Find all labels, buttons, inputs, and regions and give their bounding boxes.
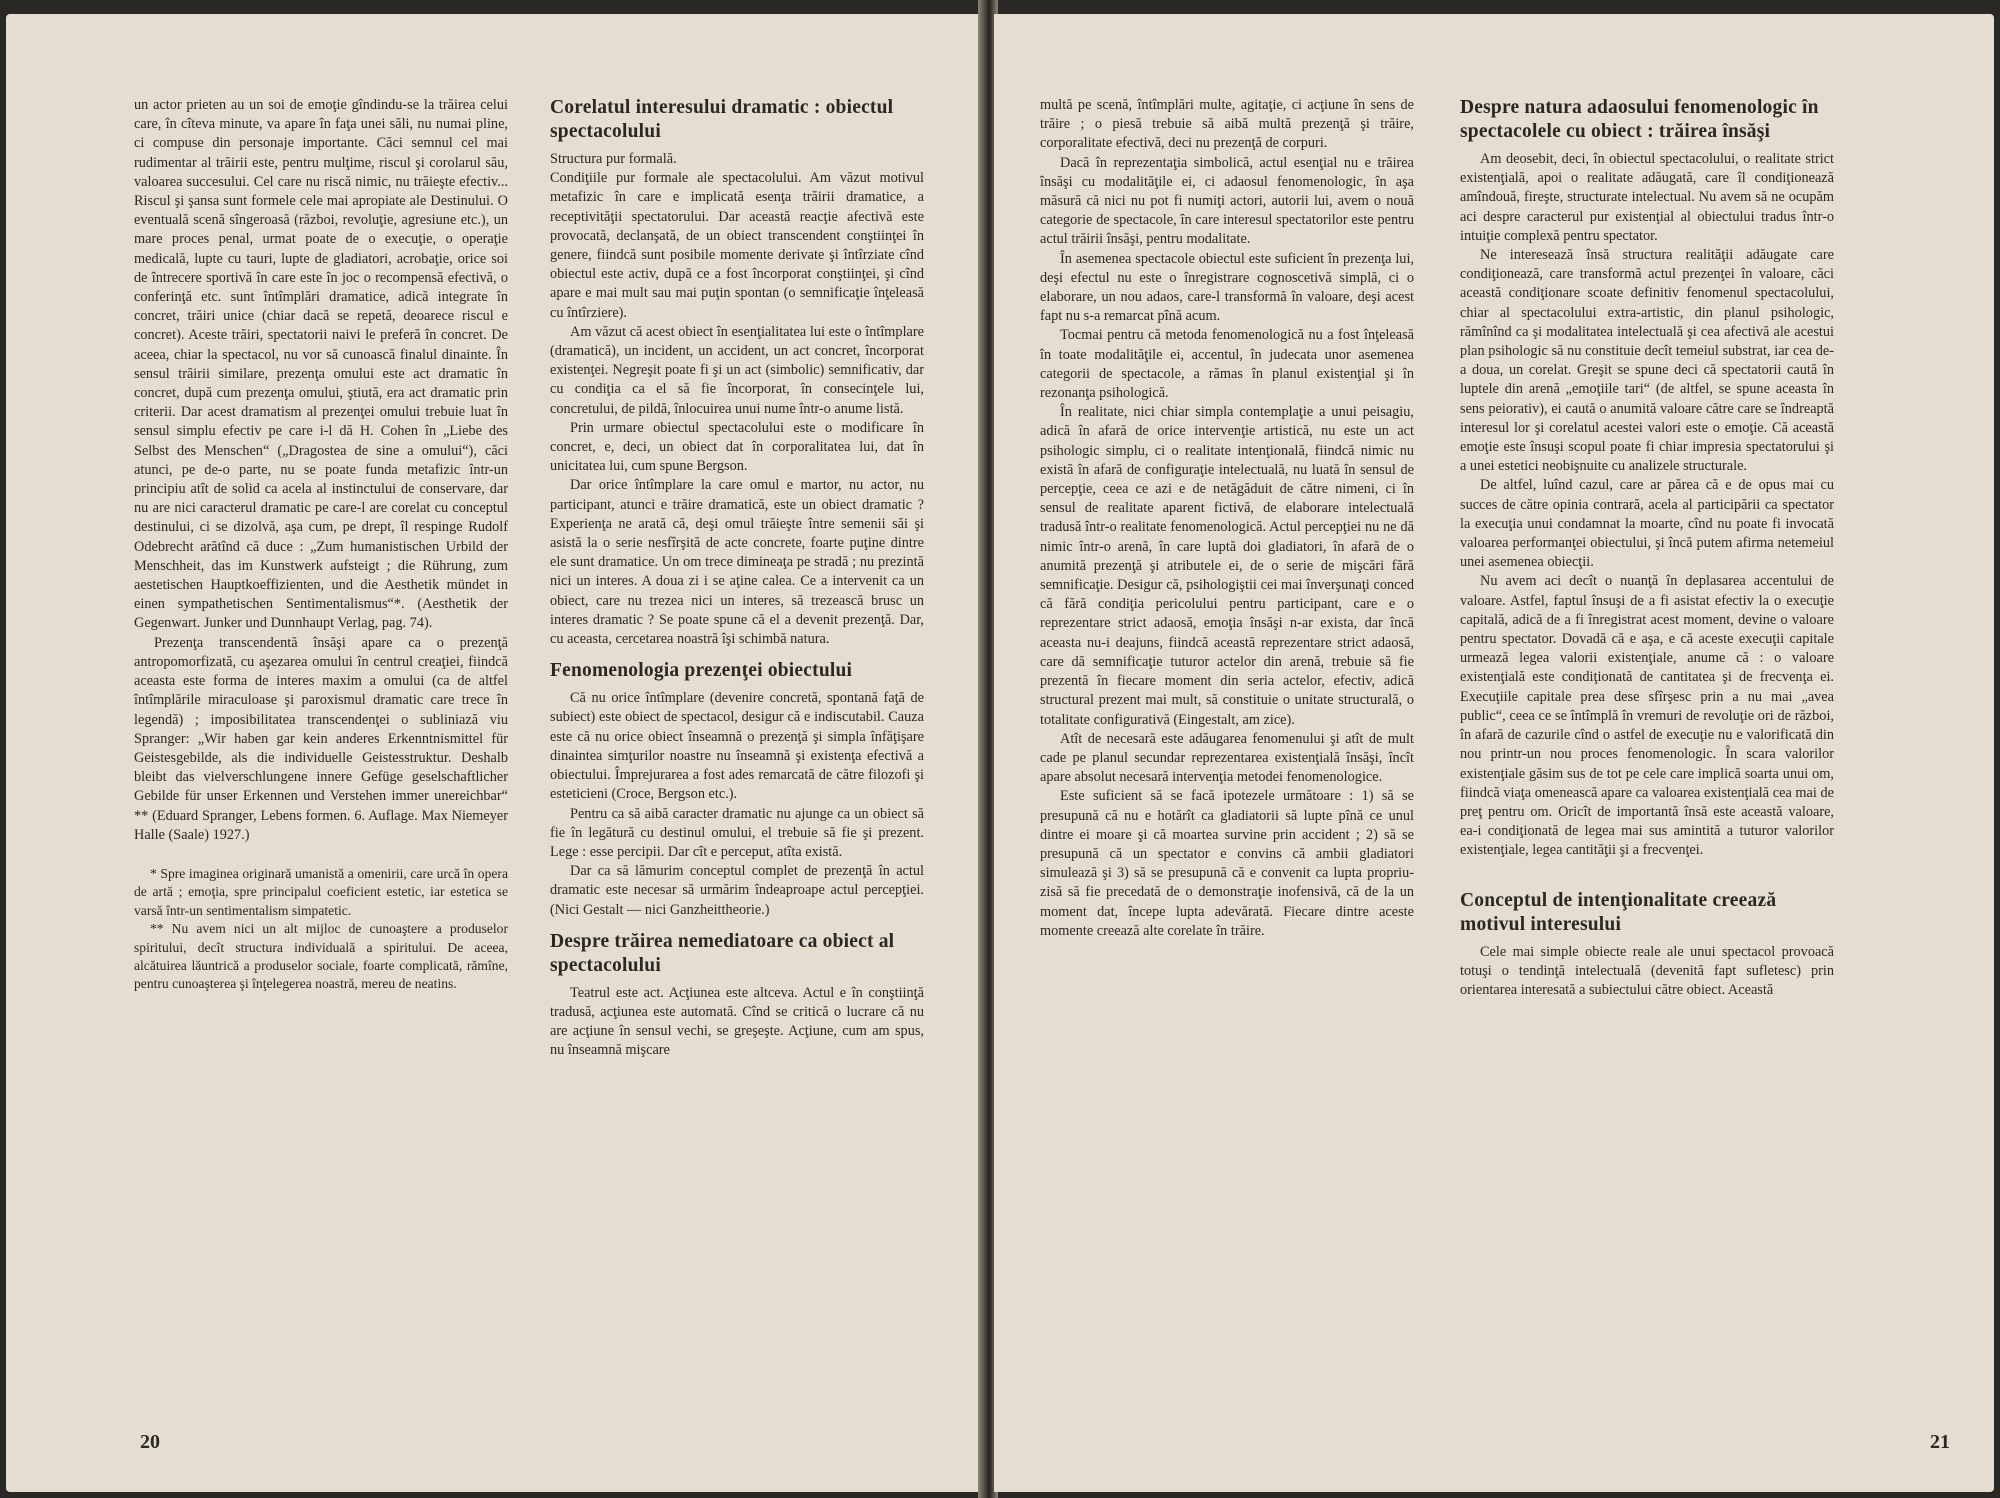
paragraph: un actor prieten au un soi de emoţie gîndindu-se la trăirea celui care, în cîteva minute, va apare în faţa unei săli, nu numai pline, ci compuse din personaje importante. Căci semnul cel mai rudimentar al trăirii este, pentru mulţime, riscul şi corolarul său, valoarea succesului. Cel care nu riscă nimic, nu trăieşte efectiv... Riscul şi şansa sunt formele cele mai apropiate ale Destinului. O eventuală scenă sîngeroasă (război, revoluţie, agresiune etc.), un mare proces penal, urmat poate de o execuţie, o operaţie medicală, lupte cu tauri, lupte de gladiatori, acrobaţie, orice soi de întrecere sportivă în care este în joc o recompensă efectivă, o conferinţă etc. sunt întîmplări dramatice, adică integrate în concret, trăiri unice (chiar dacă se repetă, deoarece riscul e concret). Aceste trăiri, spectatorii naivi le preferă în concret. De aceea, chiar la spectacol, nu vor să cunoască finalul dinainte. În sensul trăirii similare, prezenţa omului este act dramatic în concret, după cum prezenţa omului, ştiută, era act dramatic prin criterii. Dar acest dramatism al prezenţei omului trebuie luat în sensul simplu efectiv pe care i-l dă H. Cohen în „Liebe des Selbst des Menschen“ („Dragostea de sine a omului“), căci atunci, pe de-o parte, nu se poate funda metafizic într-un principiu atît de solid ca acela al instinctului de conservare, dar nu are nici caracterul dramatic pe care-l are corelat cu conceptul destinului, ci se dizolvă, aşa cum, pe drept, îl respinge Rudolf Odebrecht arătînd că duce : „Zum humanistischen Urbild der Menschheit, das im Kunstwerk aufsteigt ; die Rührung, zum aestetischen Hauptkoeffizienten, und die Aesthetik mündet in einen sympathetischen Sentimentalismus“*. (Aesthetik der Gegenwart. Junker und Dunnhaupt Verlag, pag. 74).: [134, 97, 508, 632]
paragraph: Tocmai pentru că metoda fenomenologică nu a fost înţeleasă în toate modalităţile ei, accentul, în judecata unor asemenea categorii de spectacole, a rămas în planul existenţial şi în rezonanţa psihologică.: [1040, 327, 1414, 402]
paragraph: În realitate, nici chiar simpla contemplaţie a unui peisagiu, adică în afară de orice intervenţie artistică, nu este un act psihologic simplu, ci o realitate intenţională, fiindcă nimic nu există în afară de configuraţie intelectuală, nu luată în sensul de percepţie, ceea ce azi e de netăgăduit de către nimeni, ci în sensul de realitate aparent fictivă, de elaborare intelectuală tradusă într-o realitate fenomenologică. Actul percepţiei nu ne dă nimic într-o arenă, în care luptă doi gladiatori, în afară de o anumită prezenţă şi atributele ei, de o serie de mişcări fără semnificaţie. Desigur că, psihologiştii cei mai înverşunaţi conced că fără condiţia pericolului pentru participant, care e o reprezentare strict adaosă, emoţia însăşi n-ar exista, dar încă aceasta nu-i deajuns, fiindcă această reprezentare strict adaosă, care dă semnificaţie tuturor actelor din arenă, trebuie să fie prezentă în fiecare moment din seria actelor, efectiv, adică structural prezent mai mult, să constituie o unitate structurală, o totalitate configurativă (Eingestalt, am zice).: [1040, 404, 1414, 728]
paragraph: Pentru ca să aibă caracter dramatic nu ajunge ca un obiect să fie în legătură cu destinul omului, el trebuie să fie şi prezent. Lege : esse percipii. Dar cît e perceput, atîta există.: [550, 805, 924, 860]
footnote: * Spre imaginea originară umanistă a omenirii, care urcă în opera de artă ; emoţia, spre principalul coeficient estetic, iar estetica se varsă într-un sentimentalism simpatetic.: [134, 865, 508, 918]
paragraph: Structura pur formală.: [550, 151, 677, 167]
right-page-column-2: [1460, 96, 1834, 1000]
page-number: 21: [1930, 1431, 1950, 1453]
paragraph: Că nu orice întîmplare (devenire concretă, spontană faţă de subiect) este obiect de spectacol, desigur că e indiscutabil. Cauza este că nu orice obiect înseamnă o prezenţă şi simpla înfăţişare dinaintea simţurilor noastre nu înseamnă şi existenţa efectivă a obiectului. Împrejurarea a fost ades remarcată de către filozofi şi esteticieni (Croce, Bergson etc.).: [550, 690, 924, 803]
right-page-column-1: [1040, 96, 1414, 941]
section-heading: Despre trăirea nemediatoare ca obiect al spectacolului: [550, 930, 895, 976]
paragraph: În asemenea spectacole obiectul este suficient în prezenţa lui, deşi efectul nu este o înregistrare cognoscetivă simplă, ci o elaborare, un nou adaos, care-l transformă în valoare, deşi acest fapt nu s-a remarcat pînă acum.: [1040, 250, 1414, 325]
footnotes: [134, 865, 508, 994]
paragraph: Condiţiile pur formale ale spectacolului. Am văzut motivul metafizic în care e implicată esenţa trăirii dramatice, a receptivităţii spectatorului. Dar această reacţie afectivă este provocată, declanşată, de un obiect transcendent conştiinţei în genere, fiindcă sunt posibile momente derivate şi întîrziate cînd obiectul este activ, după ce a fost încorporat conştiinţei, şi cînd apare e mai mult sau mai puţin spontan (o semnificaţie înţeleasă cu întîrziere).: [550, 170, 924, 321]
left-page-column-2: [550, 96, 924, 1061]
paragraph: Prezenţa transcendentă însăşi apare ca o prezenţă antropomorfizată, cu aşezarea omului în centrul creaţiei, fiindcă aceasta este forma de interes maxim a omului (ca de altfel întîmplările miraculoase şi paroxismul dramatic care trece în legendă) ; imposibilitatea transcendenţei o subliniază viu Spranger: „Wir haben gar kein anderes Erkenntnismittel für Geistesgebilde, als die individuelle Geistesstruktur. Deshalb bleibt das vielverschlungene innere Gefüge geselschaftlicher Gebilde für unser Erkennen und Verstehen immer unereichbar“ ** (Eduard Spranger, Lebens formen. 6. Auflage. Max Niemeyer Halle (Saale) 1927.): [134, 634, 508, 843]
paragraph: Nu avem aci decît o nuanţă în deplasarea accentului de valoare. Astfel, faptul însuşi de a fi asistat efectiv la o execuţie capitală, adică de a fi înregistrat acest moment, devine o valoare pentru spectator. Dovadă că e aşa, e că aceste execuţii capitale urmează legea valorii existenţiale, anume că : o valoare existenţială este condiţionată de cantitatea şi de frecvenţa ei. Execuţiile capitale prea dese sfîrşesc prin a nu mai „avea public“, ceea ce se întîmplă în vremuri de revoluţie ori de război, în afară de cazurile cînd o astfel de execuţie nu e valorificată din nou printr-un nou proces fenomenologic. În scara valorilor existenţiale găsim sus de tot pe cele care implică soarta unui om, fiindcă viaţa omenească apare ca valoarea existenţială cea mai de preţ pentru om. Oricît de importantă însă este această valoare, ea-i condiţionată de legea mai sus amintită a tuturor valorilor existenţiale, legea cantităţii şi a frecvenţei.: [1460, 573, 1834, 859]
footnote: ** Nu avem nici un alt mijloc de cunoaştere a produselor spiritului, decît structura individuală a spiritului. De aceea, alcătuirea lăuntrică a produselor sociale, foarte complicată, rămîne, pentru cunoaşterea şi înţelegerea noastră, mereu de neatins.: [134, 921, 508, 992]
left-page-column-1: [134, 96, 508, 994]
paragraph: Ne interesează însă structura realităţii adăugate care condiţionează, care transformă actul prezenţei în valoare, căci această condiţionare scoate definitiv fenomenul spectacolului, chiar al spectacolului extra-artistic, din planul psihologic, rămînînd ca şi modalitatea intelectuală şi cea afectivă ale acestui plan psihologic să nu constituie decît temeiul substrat, iar cea de-a doua, un corelat. Greşit se spune deci că spectatorii caută în luptele din arenă „emoţiile tari“ (de altfel, se spune aceasta în sens peiorativ), ei caută o anumită valoare către care se îndreaptă interesul lor şi corelatul acestei valori este o emoţie. Că această emoţie este însuşi scopul poate fi chiar impresia spectatorului şi a unei estetici neobişnuite cu analizele structurale.: [1460, 247, 1834, 475]
paragraph: multă pe scenă, întîmplări multe, agitaţie, ci acţiune în sens de trăire ; o piesă trebuie să aibă multă prezenţă şi trăire, corporalitate efectivă, deci nu prezenţă de corpuri.: [1040, 97, 1414, 152]
paragraph: De altfel, luînd cazul, care ar părea că e de opus mai cu succes de către opinia contrară, acela al participării ca spectator la execuţia unui condamnat la moarte, cînd nu poate fi invocată valoarea performanţei obiectului, şi încă putem afirma netemeiul unei asemenea obiecţii.: [1460, 477, 1834, 571]
section-heading: Despre natura adaosului fenomenologic în spectacolele cu obiect : trăirea însăşi: [1460, 97, 1819, 142]
paragraph: Atît de necesară este adăugarea fenomenului şi atît de mult cade pe planul secundar reprezentarea existenţială însăşi, încît apare absolut necesară intervenţia metodei fenomenologice.: [1040, 730, 1414, 786]
section-heading: Conceptul de intenţionalitate creează motivul interesului: [1460, 889, 1777, 935]
page-number: 20: [140, 1431, 160, 1453]
right-page: [994, 14, 1994, 1492]
section-heading: Corelatul interesului dramatic : obiectul spectacolului: [550, 97, 894, 142]
paragraph: Dacă în reprezentaţia simbolică, actul esenţial nu e trăirea însăşi cu modalităţile ei, ci adaosul fenomenologic, în aşa măsură că nici nu pot fi numiţi actori, autorii lui, avem o nouă categorie de spectacole, în care interesul spectatorilor este pentru actul trăirii însăşi, pentru modalitate.: [1040, 154, 1414, 248]
paragraph: Am văzut că acest obiect în esenţialitatea lui este o întîmplare (dramatică), un incident, un accident, un act concret, încorporat existenţei. Negreşit poate fi şi un act (simbolic) semnificativ, dar cu condiţia ca el să fie încorporat, în consecinţele lui, concretului, de pildă, înlocuirea unui nume într-o anume listă.: [550, 323, 924, 417]
paragraph: Dar orice întîmplare la care omul e martor, nu actor, nu participant, atunci e trăire dramatică, este un obiect dramatic ? Experienţa ne arată că, deşi omul trăieşte între semenii săi şi asistă la o serie nesfîrşită de acte concrete, foarte puţine dintre ele sunt dramatice. Un om trece dimineaţa pe stradă ; nu prezintă nici un interes. A doua zi i se aţine calea. Ce a intervenit ca un obiect, care nu trezea nici un interes, să trezească brusc un interes dramatic ? Se poate spune că el a devenit prezenţă. Dar, cu aceasta, cercetarea noastră îşi schimbă natura.: [550, 477, 924, 648]
paragraph: Am deosebit, deci, în obiectul spectacolului, o realitate strict existenţială, apoi o realitate adăugată, care îl condiţionează amîndouă, fireşte, structurate intelectual. Nu avem să ne ocupăm aci despre caracterul pur existenţial al obiectului tradus într-o intuiţie complexă pentru spectator.: [1460, 151, 1834, 244]
left-page: [6, 14, 982, 1492]
paragraph: Prin urmare obiectul spectacolului este o modificare în concret, e, deci, un obiect dat în corporalitatea lui, dat în unicitatea lui, cum spune Bergson.: [550, 419, 924, 475]
paragraph: Teatrul este act. Acţiunea este altceva. Actul e în conştiinţă tradusă, acţiunea este automată. Cînd se critică o lucrare că nu are acţiune în sensul vechi, se greşeşte. Acţiune, cum am spus, nu înseamnă mişcare: [550, 984, 924, 1059]
section-heading: Fenomenologia prezenţei obiectului: [550, 660, 853, 682]
paragraph: Este suficient să se facă ipotezele următoare : 1) să se presupună că nu e hotărît ca gladiatorii să lupte pînă ce unul dintre ei moare şi că moartea survine prin accident ; 2) să se presupună că un spectator e convins că ambii gladiatori simulează şi 3) să se presupună că e convenit ca lupta propriu-zisă să fie precedată de o demonstraţie inofensivă, că de la un moment dat, începe lupta adevărată. Fiecare dintre aceste momente creează alte corelate în trăire.: [1040, 788, 1414, 939]
paragraph: Cele mai simple obiecte reale ale unui spectacol provoacă totuşi o tendinţă intelectuală (devenită fapt sufletesc) prin orientarea interesată a subiectului către obiect. Această: [1460, 943, 1834, 998]
paragraph: Dar ca să lămurim conceptul complet de prezenţă în actul dramatic este necesar să urmărim îndeaproape actul percepţiei. (Nici Gestalt — nici Ganzheittheorie.): [550, 863, 924, 918]
